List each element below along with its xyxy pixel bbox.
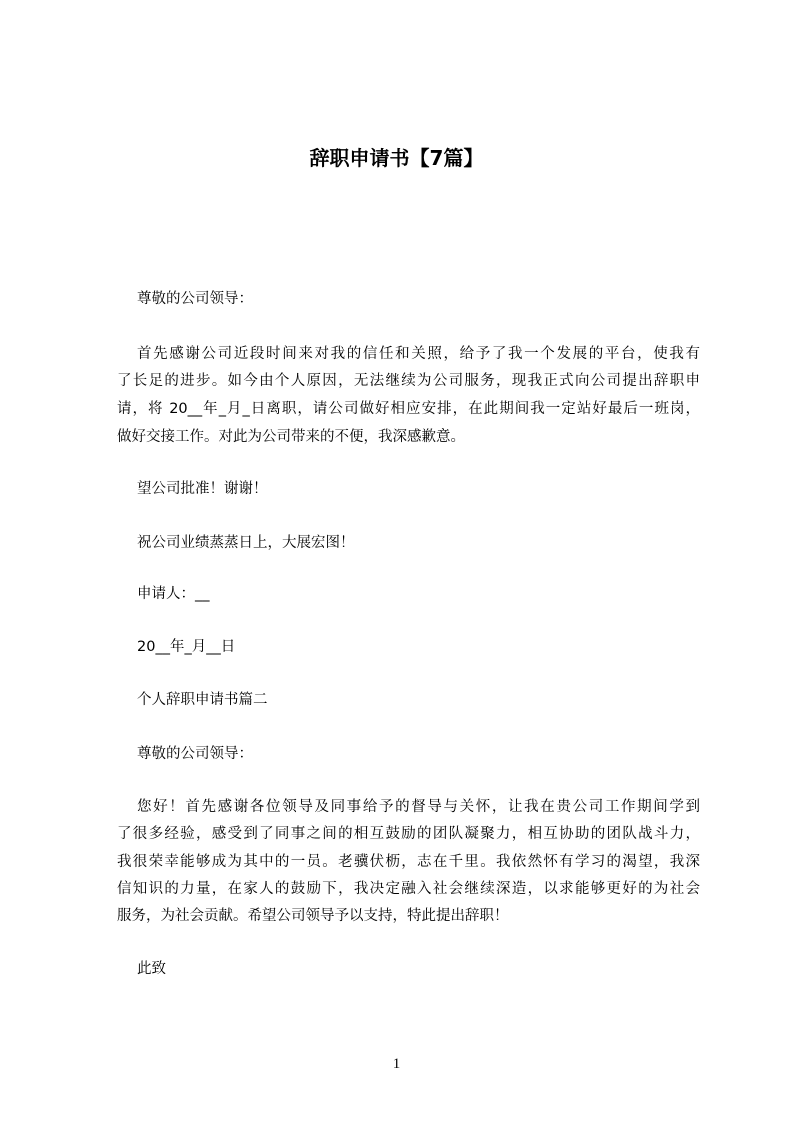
section-heading: 个人辞职申请书篇二: [137, 692, 268, 708]
paragraph-line: 信知识的力量，在家人的鼓励下，我决定融入社会继续深造，以求能够更好的为社会: [117, 881, 700, 897]
paragraph-line: 您好！首先感谢各位领导及同事给予的督导与关怀，让我在贵公司工作期间学到: [137, 799, 700, 815]
paragraph-line: 望公司批准！谢谢！: [137, 481, 268, 497]
page-number: 1: [392, 1056, 401, 1072]
salutation: 尊敬的公司领导：: [137, 291, 253, 307]
paragraph-line: 我很荣幸能够成为其中的一员。老骥伏枥，志在千里。我依然怀有学习的渴望，我深: [117, 854, 700, 870]
closing-line: 此致: [137, 961, 166, 977]
document-title: 辞职申请书【7篇】: [309, 146, 484, 170]
paragraph-line: 了很多经验，感受到了同事之间的相互鼓励的团队凝聚力，相互协助的团队战斗力，: [117, 826, 700, 842]
paragraph-line: 祝公司业绩蒸蒸日上，大展宏图！: [137, 535, 355, 551]
paragraph-line: 服务，为社会贡献。希望公司领导予以支持，特此提出辞职！: [117, 908, 509, 924]
salutation: 尊敬的公司领导：: [137, 746, 253, 762]
date-line: 20__年_月__日: [137, 639, 236, 655]
paragraph-line: 请，将 20__年_月_日离职，请公司做好相应安排，在此期间我一定站好最后一班岗，: [117, 401, 700, 417]
paragraph-line: 首先感谢公司近段时间来对我的信任和关照，给予了我一个发展的平台，使我有: [137, 346, 700, 362]
paragraph-line: 了长足的进步。如今由个人原因，无法继续为公司服务，现我正式向公司提出辞职申: [117, 373, 700, 389]
applicant-line: 申请人：__: [137, 586, 210, 602]
paragraph-line: 做好交接工作。对此为公司带来的不便，我深感歉意。: [117, 429, 465, 445]
